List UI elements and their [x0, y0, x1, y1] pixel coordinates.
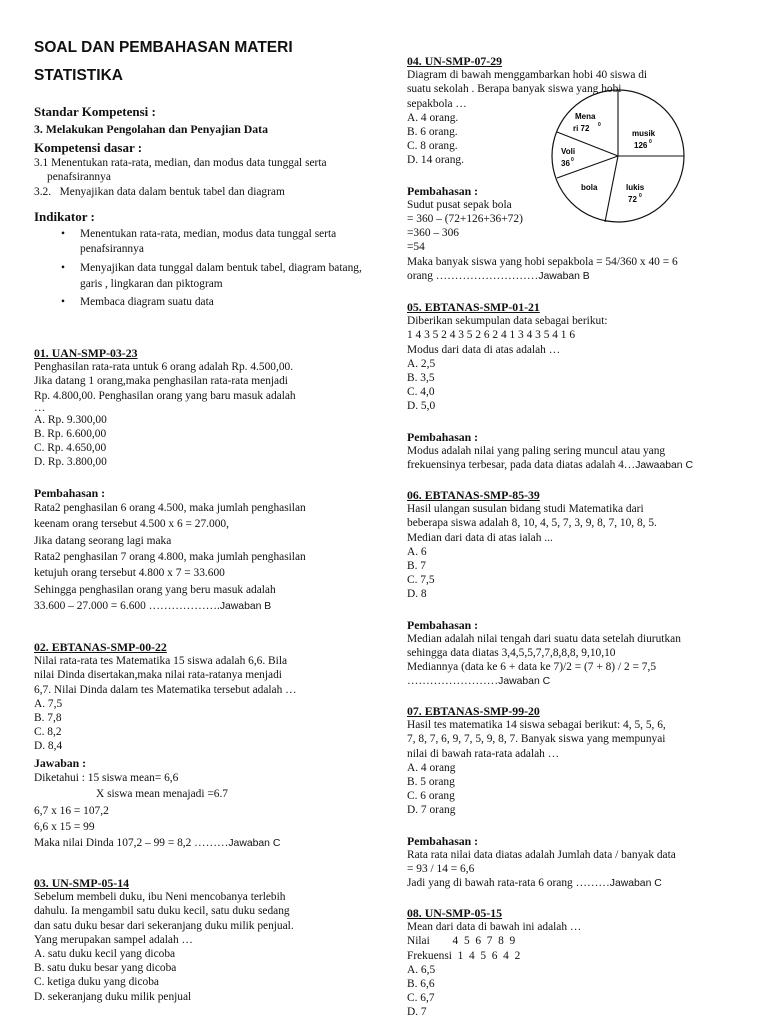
text-line: suatu sekolah . Berapa banyak siswa yang hobi [407, 83, 622, 96]
option-a: A. 2,5 [407, 357, 436, 370]
option-d: D. 8 [407, 588, 427, 601]
option-a: A. 4 orang. [407, 111, 459, 124]
text-line: Median adalah nilai tengah dari suatu data setelah diurutkan [407, 632, 681, 645]
page-title-line2: STATISTIKA [34, 67, 123, 84]
text-line: X siswa mean menajadi =6.7 [96, 788, 229, 801]
slice-label-menari-value: ri 72 [573, 124, 590, 133]
option-d: D. Rp. 3.800,00 [34, 456, 107, 469]
text-line: 33.600 – 27.000 = 6.600 ………………. [34, 600, 220, 613]
text-line: 1 4 3 5 2 4 3 5 2 6 2 4 1 3 4 3 5 4 1 6 [407, 329, 576, 342]
indicator-item: • Menyajikan data tunggal dalam bentuk tabel, diagram batang, garis , lingkaran dan piktogram [34, 261, 364, 292]
question-06 [407, 488, 747, 690]
text-line: orang ……………………… [407, 269, 539, 282]
text-line: Mediannya (data ke 6 + data ke 7)/2 = (7 + 8) / 2 = 7,5 [407, 661, 657, 674]
kd-item-2: 3.2. Menyajikan data dalam bentuk tabel dan diagram [34, 185, 285, 198]
slice-label-bola: bola [581, 183, 598, 192]
discussion-heading: Pembahasan : [407, 183, 479, 198]
slice-label-lukis: lukis [626, 183, 645, 192]
slice-label-voli-value: 36 [561, 159, 570, 168]
answer: Jawaban B [219, 601, 272, 613]
answer: Jawaban C [609, 878, 662, 890]
answer-line [407, 269, 747, 284]
answer-line [407, 458, 747, 473]
option-b: B. 7,8 [34, 712, 62, 725]
text-line: Sudut pusat sepak bola [407, 198, 512, 211]
question-07 [407, 704, 747, 891]
question-head: 02. EBTANAS-SMP-00-22 [34, 640, 167, 654]
text-line: …………………… [407, 675, 499, 688]
text-line: Maka nilai Dinda 107,2 – 99 = 8,2 ……… [34, 837, 229, 850]
text-line: 6,7 x 16 = 107,2 [34, 804, 109, 817]
text-line: dahulu. Ia mengambil satu duku kecil, satu duku sedang [34, 905, 290, 918]
slice-label-musik: musik [632, 129, 656, 138]
text-line: Median dari data di atas ialah ... [407, 531, 553, 544]
degree-mark: 0 [649, 139, 652, 145]
option-b: B. 6 orang. [407, 126, 458, 139]
text-line: Maka banyak siswa yang hobi sepakbola = 54/360 x 40 = 6 [407, 255, 678, 268]
answer-line [407, 674, 747, 689]
text-line: = 360 – (72+126+36+72) [407, 213, 523, 226]
slice-label-voli: Voli [561, 147, 576, 156]
text-line: … [34, 401, 46, 414]
option-c: C. ketiga duku yang dicoba [34, 976, 159, 989]
text-line: = 93 / 14 = 6,6 [407, 863, 475, 876]
text-line: Diberikan sekumpulan data sebagai berikut: [407, 315, 608, 328]
option-d: D. sekeranjang duku milik penjual [34, 990, 192, 1003]
question-08 [407, 906, 747, 1020]
answer-line [407, 876, 747, 891]
question-03 [34, 876, 364, 1004]
text-line: nilai di bawah rata-rata adalah … [407, 747, 560, 760]
option-a: A. 6,5 [407, 963, 436, 976]
text-line: Modus dari data di atas adalah … [407, 343, 561, 356]
text-line: Rata2 penghasilan 7 orang 4.800, maka jumlah penghasilan [34, 551, 306, 564]
option-d: D. 7 orang [407, 804, 456, 817]
discussion-heading: Pembahasan : [34, 485, 106, 500]
answer: Jawaaban C [635, 460, 693, 472]
text-line: Jika datang 1 orang,maka penghasilan rata-rata menjadi [34, 375, 288, 388]
text-line: Nilai rata-rata tes Matematika 15 siswa adalah 6,6. Bila [34, 655, 288, 668]
indicator-item: • Menentukan rata-rata, median, modus data tunggal serta penafsirannya [34, 227, 364, 258]
text-line: 7, 8, 7, 6, 9, 7, 5, 9, 8, 7. Banyak siswa yang mempunyai [407, 733, 666, 746]
degree-mark: 0 [598, 122, 601, 128]
question-head: 05. EBTANAS-SMP-01-21 [407, 300, 540, 314]
text-line: Diketahui : 15 siswa mean= 6,6 [34, 771, 179, 784]
option-c: C. Rp. 4.650,00 [34, 442, 107, 455]
question-01 [34, 346, 364, 616]
text-line: Yang merupakan sampel adalah … [34, 933, 193, 946]
text-line: Sehingga penghasilan orang yang beru masuk adalah [34, 583, 276, 596]
discussion-heading: Pembahasan : [407, 617, 479, 632]
text-line: dan satu duku besar dari sekeranjang duku milik penjual. [34, 919, 294, 932]
discussion-heading: Pembahasan : [407, 833, 479, 848]
page-title-line1: SOAL DAN PEMBAHASAN MATERI [34, 39, 293, 56]
text-line: Sebelum membeli duku, ibu Neni mencobanya terlebih [34, 891, 286, 904]
option-b: B. 5 orang [407, 776, 455, 789]
text-line: sehingga data diatas 3,4,5,5,7,7,8,8,8, 9,10,10 [407, 647, 616, 660]
answer: Jawaban C [498, 676, 551, 688]
text-line: frekuensinya terbesar, pada data diatas adalah 4… [407, 459, 636, 472]
degree-mark: 0 [571, 157, 574, 163]
option-c: C. 8,2 [34, 726, 62, 739]
option-c: C. 6,7 [407, 992, 435, 1005]
text-line: =360 – 306 [407, 227, 459, 240]
pie-radius [605, 156, 618, 222]
sk-item: 3. Melakukan Pengolahan dan Penyajian Data [34, 122, 269, 136]
indicator-item: • Membaca diagram suatu data [34, 295, 364, 311]
text-line: Jadi yang di bawah rata-rata 6 orang ……… [407, 877, 610, 890]
option-b: B. 7 [407, 560, 426, 573]
slice-label-menari: Mena [575, 112, 596, 121]
option-d: D. 14 orang. [407, 154, 464, 167]
option-d: D. 5,0 [407, 400, 436, 413]
kd-item-1: 3.1 Menentukan rata-rata, median, dan modus data tunggal serta [34, 157, 327, 170]
sk-heading: Standar Kompetensi : [34, 104, 156, 119]
answer: Jawaban C [228, 838, 281, 850]
option-c: C. 8 orang. [407, 140, 458, 153]
text-line: Rp. 4.800,00. Penghasilan orang yang baru masuk adalah [34, 389, 296, 402]
text-line: Mean dari data di bawah ini adalah … [407, 921, 582, 934]
answer-line [34, 598, 364, 615]
question-02 [34, 640, 364, 853]
answer: Jawaban B [538, 270, 590, 282]
option-d: D. 7 [407, 1006, 427, 1019]
text-line: 6,7. Nilai Dinda dalam tes Matematika tersebut adalah … [34, 683, 297, 696]
text-line: sepakbola … [407, 97, 467, 110]
option-b: B. Rp. 6.600,00 [34, 428, 107, 441]
text-line: Rata2 penghasilan 6 orang 4.500, maka jumlah penghasilan [34, 501, 306, 514]
option-b: B. 6,6 [407, 978, 435, 991]
text-line: beberapa siswa adalah 8, 10, 4, 5, 7, 3, 9, 8, 7, 10, 8, 5. [407, 517, 657, 530]
indicator-list [34, 227, 364, 311]
option-b: B. 3,5 [407, 372, 435, 385]
option-a: A. 7,5 [34, 697, 63, 710]
question-head: 08. UN-SMP-05-15 [407, 906, 503, 920]
question-head: 01. UAN-SMP-03-23 [34, 346, 138, 360]
question-05 [407, 300, 747, 473]
table-row: Frekuensi 1 4 5 6 4 2 [407, 949, 521, 962]
kd-heading: Kompetensi dasar : [34, 140, 143, 156]
slice-label-musik-value: 126 [634, 141, 648, 150]
kd-item-1b: penafsirannya [47, 171, 111, 184]
question-head: 03. UN-SMP-05-14 [34, 876, 130, 890]
text-line: Diagram di bawah menggambarkan hobi 40 siswa di [407, 69, 648, 82]
table-row: Nilai 4 5 6 7 8 9 [407, 935, 516, 948]
question-head: 04. UN-SMP-07-29 [407, 54, 503, 68]
slice-label-lukis-value: 72 [628, 195, 637, 204]
answer-heading: Jawaban : [34, 755, 87, 770]
option-c: C. 6 orang [407, 790, 455, 803]
text-line: 6,6 x 15 = 99 [34, 821, 95, 834]
question-head: 06. EBTANAS-SMP-85-39 [407, 488, 540, 502]
option-b: B. satu duku besar yang dicoba [34, 962, 177, 975]
text-line: Rata rata nilai data diatas adalah Jumlah data / banyak data [407, 848, 676, 861]
text-line: Penghasilan rata-rata untuk 6 orang adalah Rp. 4.500,00. [34, 361, 294, 374]
text-line: Hasil tes matematika 14 siswa sebagai berikut: 4, 5, 5, 6, [407, 719, 666, 732]
discussion-heading: Pembahasan : [407, 429, 479, 444]
option-d: D. 8,4 [34, 740, 63, 753]
text-line: nilai Dinda disertakan,maka nilai rata-ratanya menjadi [34, 669, 282, 682]
text-line: Jika datang seorang lagi maka [34, 534, 172, 547]
text-line: =54 [407, 241, 425, 254]
left-column [34, 104, 364, 311]
option-a: A. 6 [407, 545, 427, 558]
option-a: A. 4 orang [407, 761, 456, 774]
text-line: Modus adalah nilai yang paling sering muncul atau yang [407, 444, 666, 457]
text-line: Hasil ulangan susulan bidang studi Matematika dari [407, 503, 644, 516]
option-a: A. Rp. 9.300,00 [34, 413, 107, 426]
option-c: C. 4,0 [407, 386, 435, 399]
answer-line [34, 835, 364, 852]
option-a: A. satu duku kecil yang dicoba [34, 948, 176, 961]
degree-mark: 0 [639, 193, 642, 199]
text-line: keenam orang tersebut 4.500 x 6 = 27.000, [34, 518, 229, 531]
hobby-pie-chart [548, 86, 688, 226]
text-line: ketujuh orang tersebut 4.800 x 7 = 33.600 [34, 567, 225, 580]
option-c: C. 7,5 [407, 574, 435, 587]
question-head: 07. EBTANAS-SMP-99-20 [407, 704, 540, 718]
ind-heading: Indikator : [34, 208, 95, 224]
